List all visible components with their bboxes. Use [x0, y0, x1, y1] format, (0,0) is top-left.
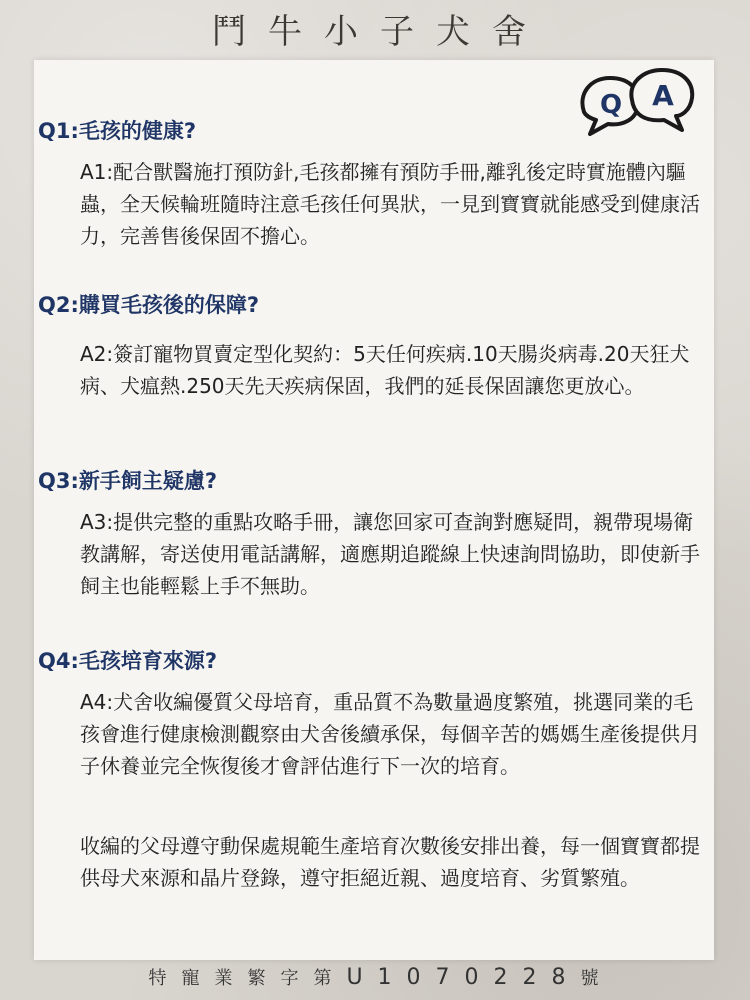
kennel-brand-title: 鬥牛小子犬舍: [212, 12, 548, 52]
question-3-title: Q3:新手飼主疑慮?: [38, 469, 218, 493]
question-4-title: Q4:毛孩培育來源?: [38, 649, 218, 673]
question-1-title: Q1:毛孩的健康?: [38, 119, 197, 143]
answer-4-text: A4:犬舍收編優質父母培育，重品質不為數量過度繁殖，挑選同業的毛孩會進行健康檢測觀察由犬舍後續承保，每個辛苦的媽媽生產後提供月子休養並完全恢復後才會評估進行下一次的培育。: [80, 690, 700, 778]
license-number: U1070228: [346, 965, 581, 990]
answer-2-text: A2:簽訂寵物買賣定型化契約：5天任何疾病.10天腸炎病毒.20天狂犬病、犬瘟熱.250天先天疾病保固，我們的延長保固讓您更放心。: [80, 342, 690, 398]
qa-speech-bubbles-icon: [574, 64, 698, 142]
badge-a-letter: A: [652, 79, 674, 112]
answer-4-extra-text: 收編的父母遵守動保處規範生產培育次數後安排出養，每一個寶寶都提供母犬來源和晶片登錄，遵守拒絕近親、過度培育、劣質繁殖。: [80, 834, 700, 890]
answer-1-text: A1:配合獸醫施打預防針,毛孩都擁有預防手冊,離乳後定時實施體內驅蟲，全天候輪班隨時注意毛孩任何異狀，一見到寶寶就能感受到健康活力，完善售後保固不擔心。: [80, 160, 700, 248]
question-2-title: Q2:購買毛孩後的保障?: [38, 293, 260, 317]
license-number-footer: [0, 962, 750, 994]
answer-3-text: A3:提供完整的重點攻略手冊，讓您回家可查詢對應疑問，親帶現場衛教講解，寄送使用電話講解，適應期追蹤線上快速詢問協助，即使新手飼主也能輕鬆上手不無助。: [80, 510, 700, 598]
badge-q-letter: Q: [599, 90, 623, 120]
license-suffix: 號: [580, 968, 614, 989]
license-label: 特寵業繁字第: [148, 968, 347, 989]
